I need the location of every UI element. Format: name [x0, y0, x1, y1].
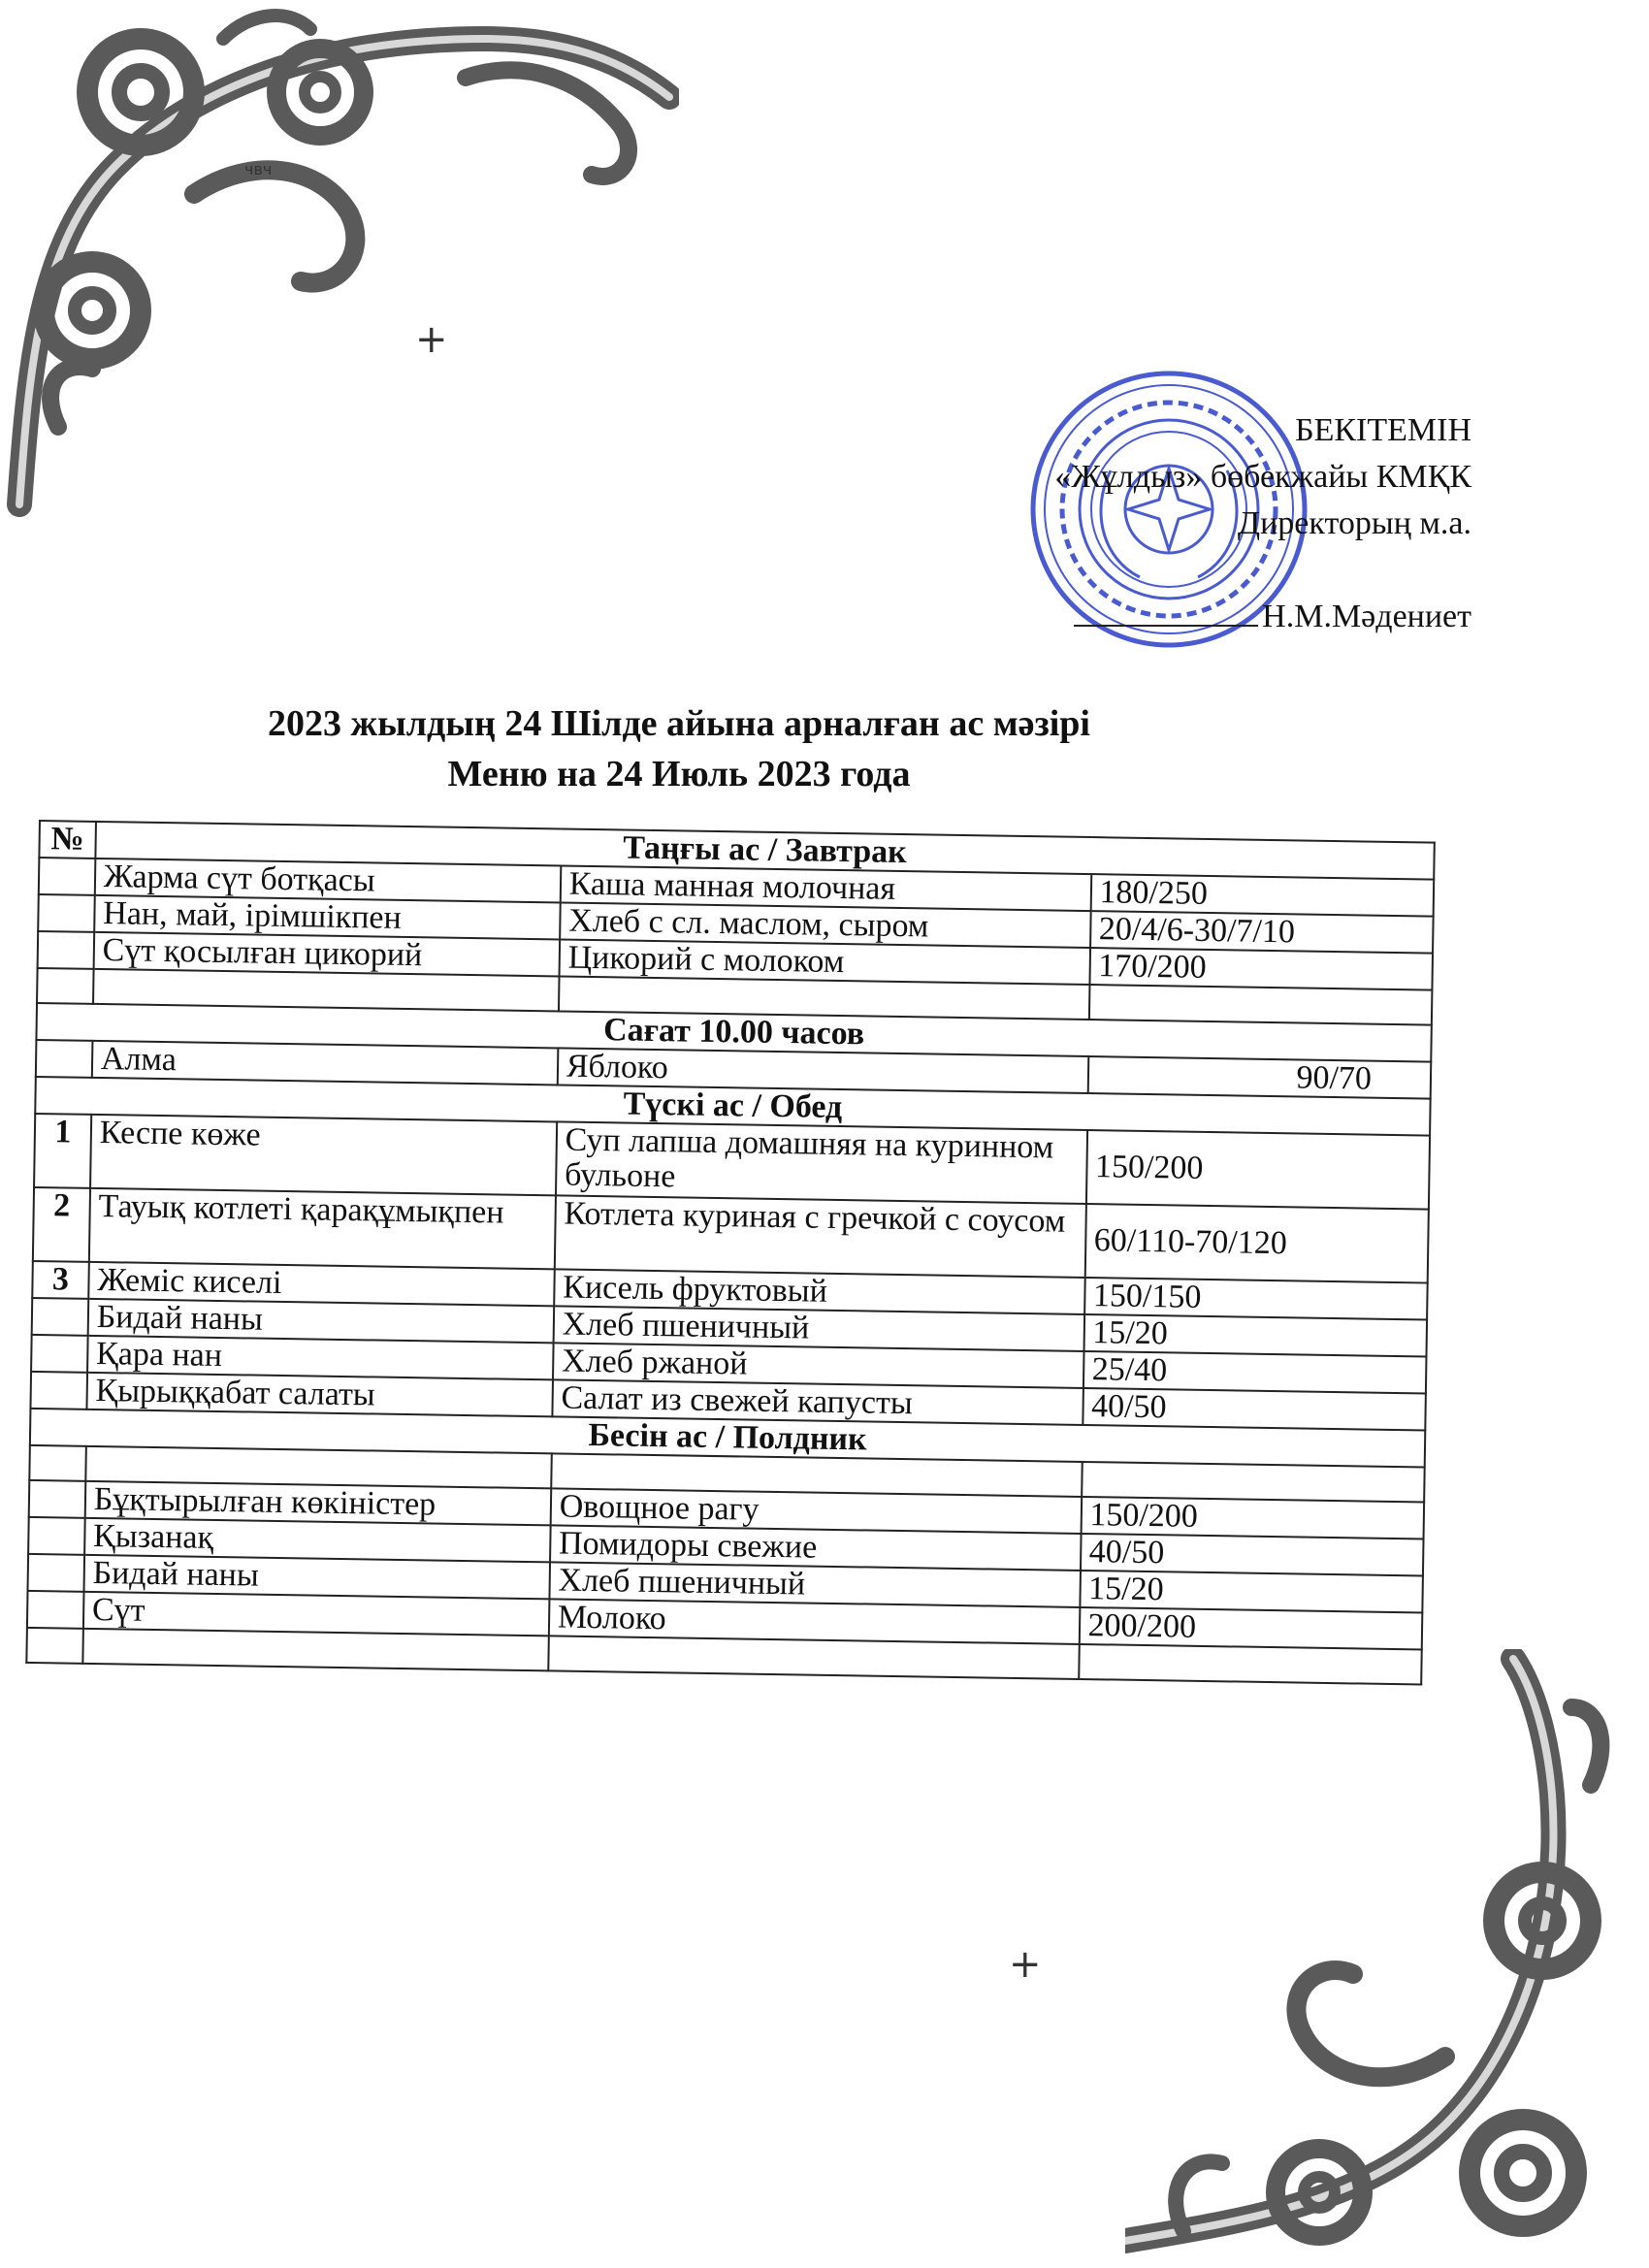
row-number [31, 1335, 87, 1373]
dish-kz: Бұқтырылған көкіністер [85, 1481, 552, 1526]
section-title-afternoon: Бесін ас / Полдник [30, 1409, 1425, 1468]
approval-block [1054, 407, 1471, 640]
approval-title: БЕКІТЕМІН [1295, 412, 1471, 448]
portion: 15/20 [1083, 1314, 1427, 1357]
handwritten-mark: чвч [244, 160, 273, 178]
portion: 90/70 [1087, 1056, 1431, 1099]
dish-kz: Сүт [83, 1592, 550, 1636]
portion: 20/4/6-30/7/10 [1090, 911, 1434, 954]
crosshair-mark-icon: + [1009, 1942, 1042, 1987]
dish-ru: Кисель фруктовый [554, 1269, 1084, 1314]
row-number [32, 1298, 88, 1336]
portion: 40/50 [1080, 1534, 1423, 1576]
dish-kz: Қара нан [87, 1336, 554, 1380]
dish-ru: Хлеб ржаной [553, 1343, 1083, 1388]
portion: 15/20 [1080, 1571, 1423, 1613]
menu-table [25, 820, 1435, 1686]
corner-ornament-top-left-icon [0, 0, 679, 543]
row-number [30, 1372, 86, 1409]
crosshair-mark-icon: + [415, 317, 448, 362]
portion: 180/250 [1090, 874, 1434, 917]
row-number: 2 [33, 1187, 90, 1262]
number-header: № [39, 821, 95, 859]
dish-kz: Қызанақ [84, 1518, 551, 1563]
dish-kz: Кеспе көже [90, 1115, 557, 1196]
section-title-lunch: Түскі ас / Обед [35, 1077, 1430, 1136]
portion: 40/50 [1083, 1388, 1426, 1431]
dish-kz: Бидай наны [87, 1299, 554, 1344]
dish-ru: Молоко [549, 1599, 1080, 1644]
dish-ru: Яблоко [558, 1048, 1088, 1093]
portion: 60/110-70/120 [1084, 1204, 1429, 1283]
approval-organization: «Жұлдыз» бөбекжайы КМҚК [1054, 459, 1471, 495]
portion: 170/200 [1089, 948, 1433, 990]
dish-ru: Хлеб с сл. маслом, сыром [560, 902, 1090, 948]
dish-ru: Хлеб пшеничный [549, 1562, 1080, 1607]
dish-ru: Салат из свежей капусты [552, 1379, 1083, 1425]
dish-kz: Алма [92, 1041, 559, 1085]
dish-ru: Котлета куриная с гречкой с соусом [555, 1195, 1086, 1278]
row-number: 1 [34, 1114, 91, 1188]
title-kazakh: 2023 жылдың 24 Шілде айына арналған ас мәзірі [268, 703, 1090, 744]
dish-kz: Жеміс киселі [88, 1262, 555, 1307]
approval-signature-line [1054, 594, 1471, 640]
portion: 150/200 [1081, 1497, 1424, 1539]
portion: 25/40 [1083, 1351, 1426, 1394]
dish-kz: Сүт қосылған цикорий [93, 932, 560, 977]
dish-kz: Нан, май, ірімшікпен [94, 895, 561, 940]
row-number: 3 [32, 1261, 88, 1299]
portion: 200/200 [1079, 1607, 1422, 1650]
section-title-snack: Сағат 10.00 часов [36, 1003, 1431, 1062]
approval-name: Н.М.Мәдениет [1262, 599, 1471, 634]
dish-kz: Бидай наны [83, 1555, 550, 1600]
dish-kz: Жарма сүт ботқасы [95, 859, 562, 903]
dish-kz: Тауық котлеті қарақұмықпен [89, 1188, 556, 1270]
dish-ru: Цикорий с молоком [559, 939, 1089, 985]
document-title [0, 698, 1649, 799]
dish-ru: Овощное рагу [550, 1488, 1081, 1534]
approval-position: Директорың м.а. [1237, 505, 1471, 541]
section-title-breakfast: Таңғы ас / Завтрак [95, 822, 1435, 880]
portion: 150/200 [1085, 1130, 1430, 1210]
portion: 150/150 [1084, 1278, 1428, 1320]
dish-ru: Суп лапша домашняя на куринном бульоне [556, 1121, 1087, 1204]
dish-ru: Каша манная молочная [561, 865, 1091, 911]
signature-underline [1074, 625, 1258, 627]
title-russian: Меню на 24 Июль 2023 года [447, 754, 911, 794]
dish-ru: Помидоры свежие [550, 1525, 1081, 1571]
dish-kz: Қырыққабат салаты [86, 1373, 553, 1417]
dish-ru: Хлеб пшеничный [553, 1306, 1083, 1351]
corner-ornament-bottom-right-icon [1125, 1649, 1649, 2268]
